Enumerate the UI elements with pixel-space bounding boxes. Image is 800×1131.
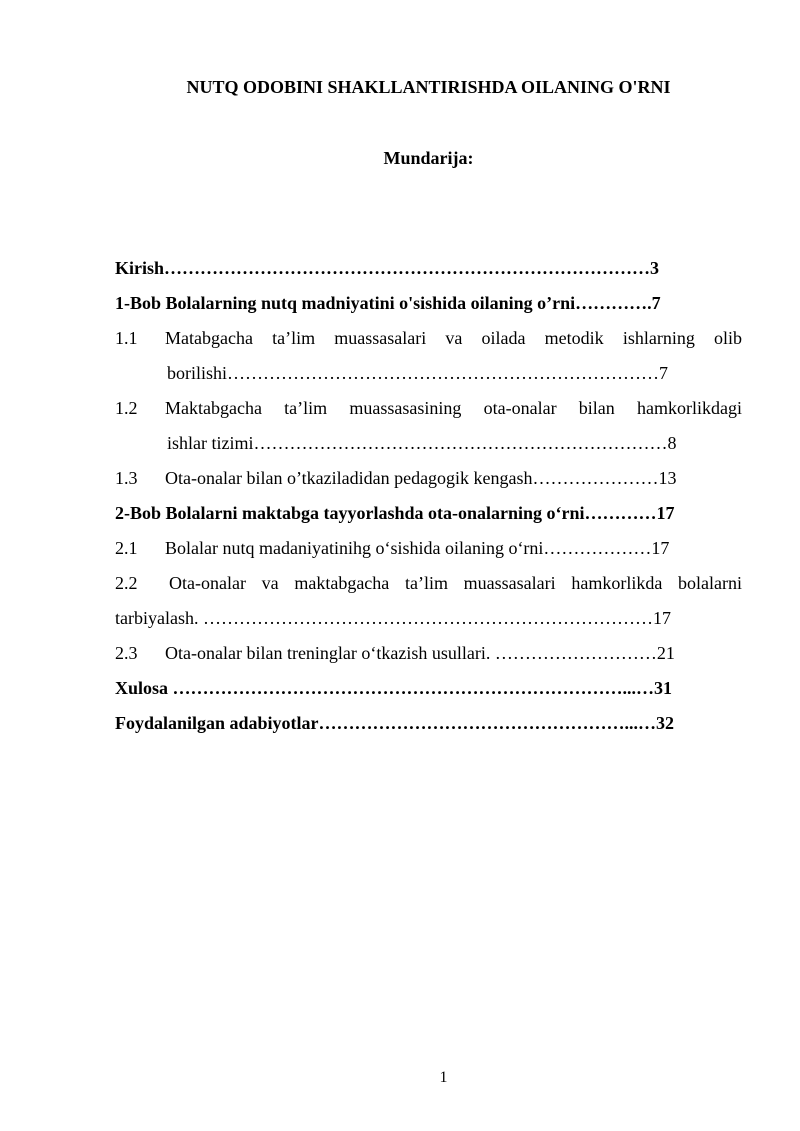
toc-entry-1-1-line1 [115,327,742,362]
toc-entry-1-2-line1 [115,397,742,432]
page-number: 1 [439,1069,448,1086]
section-title: Ota-onalar bilan treninglar o‘tkazish usullari. ………………………21 [165,643,675,663]
toc-entry-bob1: 1-Bob Bolalarning nutq madniyatini o'sishida oilaning o’rni………….7 [115,293,661,313]
section-number: 2.2 [115,573,138,593]
toc-entry-adabiyotlar: Foydalanilgan adabiyotlar……………………………………………...…32 [115,713,675,733]
toc-heading: Mundarija: [383,148,474,168]
table-of-contents [115,257,742,747]
toc-entry-1-3 [115,467,742,502]
section-title: Maktabgacha ta’lim muassasasining ota-onalar bilan hamkorlikdagi [165,398,742,418]
section-number: 2.1 [115,538,138,558]
section-title: Bolalar nutq madaniyatinihg o‘sishida oilaning o‘rni………………17 [165,538,670,558]
section-number: 1.2 [115,398,138,418]
toc-entry-1-1-line2: borilishi………………………………………………………………7 [167,363,669,383]
toc-entry-bob2: 2-Bob Bolalarni maktabga tayyorlashda ota-onalarning o‘rni…………17 [115,503,675,523]
toc-entry-2-2-line1 [115,572,742,607]
toc-entry-1-2-line2: ishlar tizimi……………………………………………………………8 [167,433,677,453]
section-number: 1.1 [115,328,138,348]
toc-entry-xulosa: Xulosa …………………………………………………………………...…31 [115,678,673,698]
toc-entry-kirish: Kirish………………………………………………………………………3 [115,258,660,278]
section-title: Matabgacha ta’lim muassasalari va oilada metodik ishlarning olib [165,328,742,348]
section-title: Ota-onalar bilan o’tkaziladidan pedagogik kengash…………………13 [165,468,677,488]
section-number: 1.3 [115,468,138,488]
toc-entry-2-1 [115,537,742,572]
toc-entry-2-2-line2: tarbiyalash. …………………………………………………………………17 [115,608,671,628]
section-title: Ota-onalar va maktabgacha ta’lim muassasalari hamkorlikda bolalarni [169,573,742,593]
toc-entry-2-3 [115,642,742,677]
page-title: NUTQ ODOBINI SHAKLLANTIRISHDA OILANING O'RNI [186,77,671,97]
section-number: 2.3 [115,643,138,663]
